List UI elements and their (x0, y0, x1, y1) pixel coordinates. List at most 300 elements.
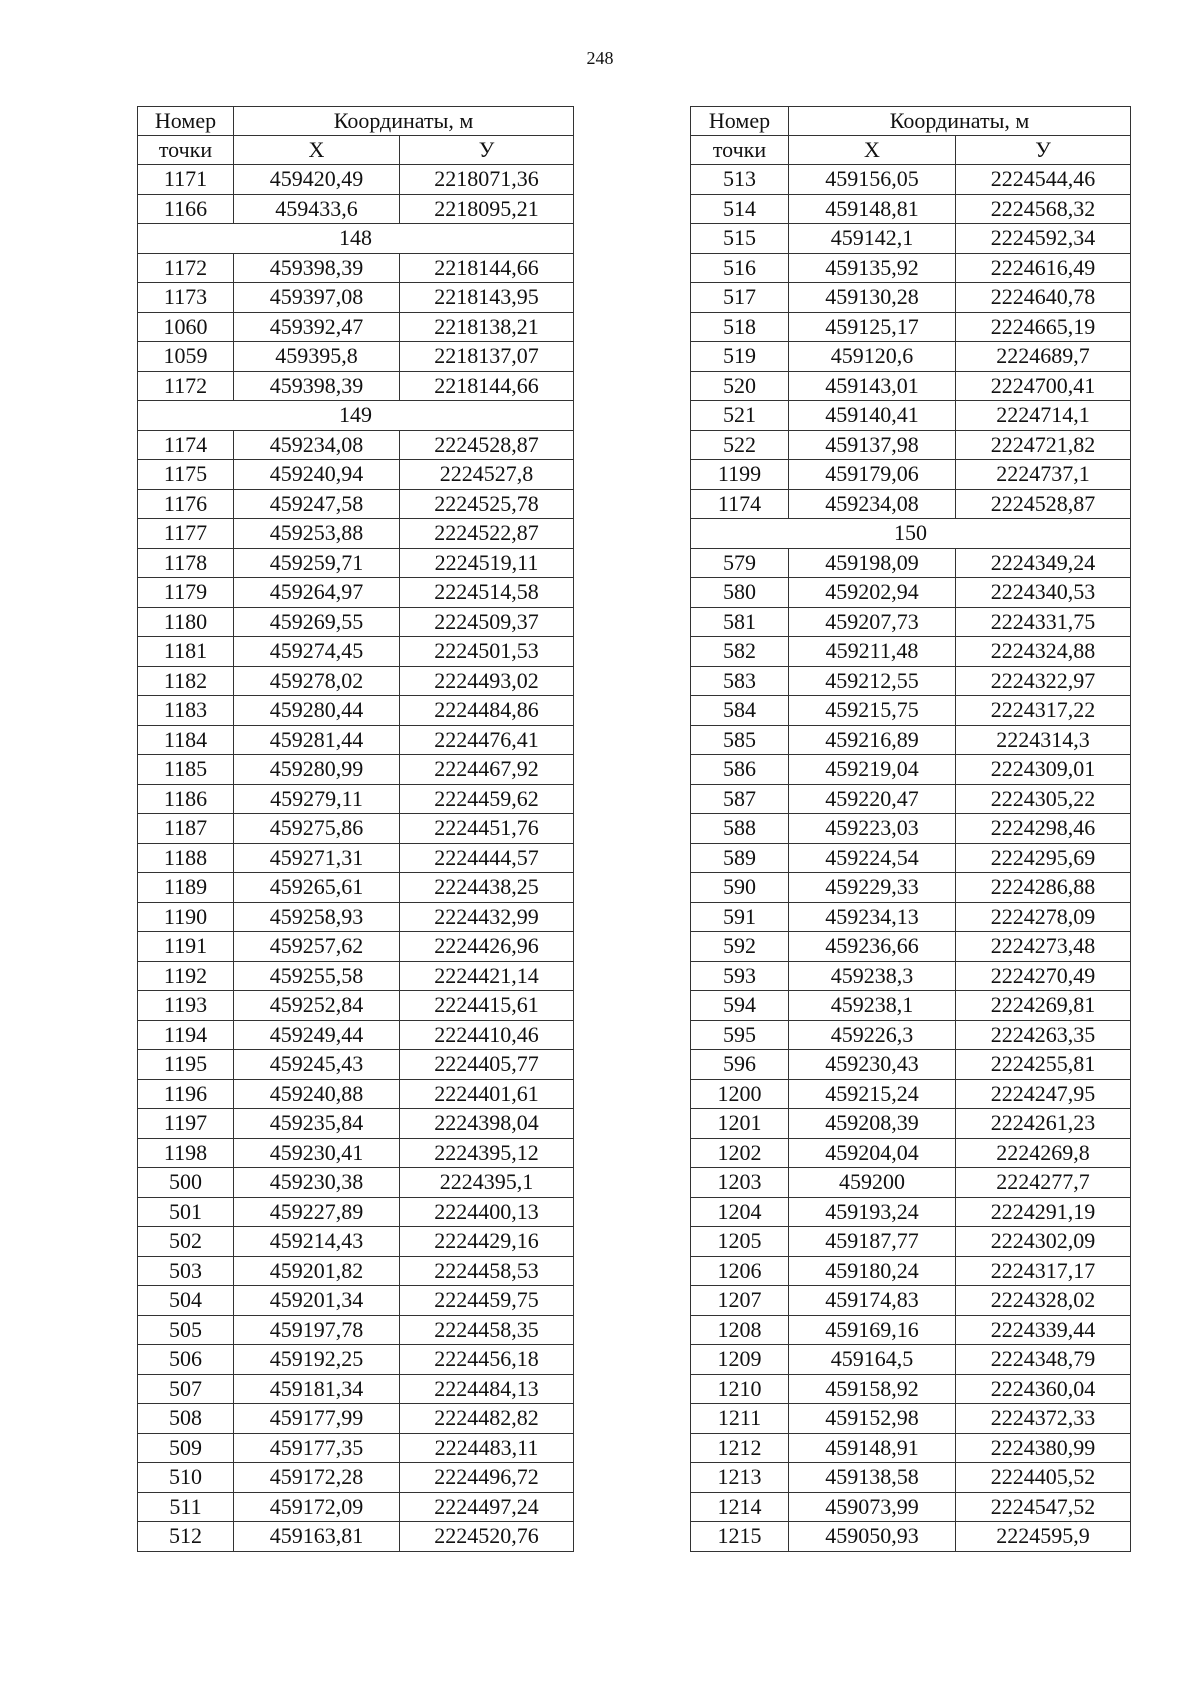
point-number-cell: 510 (138, 1463, 234, 1493)
point-number-cell: 594 (691, 991, 789, 1021)
point-number-cell: 1180 (138, 607, 234, 637)
table-row (691, 224, 1131, 254)
y-coordinate-cell: 2218138,21 (400, 312, 574, 342)
y-coordinate-cell: 2224277,7 (956, 1168, 1131, 1198)
y-coordinate-cell: 2224286,88 (956, 873, 1131, 903)
x-coordinate-cell: 459137,98 (789, 430, 956, 460)
table-row (691, 1463, 1131, 1493)
y-coordinate-cell: 2224410,46 (400, 1020, 574, 1050)
table-row (138, 1256, 574, 1286)
y-coordinate-cell: 2224340,53 (956, 578, 1131, 608)
table-row (138, 1463, 574, 1493)
point-number-cell: 514 (691, 194, 789, 224)
y-coordinate-cell: 2224547,52 (956, 1492, 1131, 1522)
table-row (138, 1197, 574, 1227)
header-y: У (400, 136, 574, 165)
x-coordinate-cell: 459179,06 (789, 460, 956, 490)
section-row (691, 519, 1131, 549)
x-coordinate-cell: 459398,39 (234, 371, 400, 401)
table-row (691, 991, 1131, 1021)
table-row (691, 755, 1131, 785)
point-number-cell: 579 (691, 548, 789, 578)
table-row (691, 1227, 1131, 1257)
table-row (138, 165, 574, 195)
point-number-cell: 591 (691, 902, 789, 932)
point-number-cell: 511 (138, 1492, 234, 1522)
table-row (691, 1315, 1131, 1345)
y-coordinate-cell: 2224501,53 (400, 637, 574, 667)
point-number-cell: 515 (691, 224, 789, 254)
x-coordinate-cell: 459230,43 (789, 1050, 956, 1080)
y-coordinate-cell: 2224497,24 (400, 1492, 574, 1522)
point-number-cell: 1174 (138, 430, 234, 460)
x-coordinate-cell: 459230,41 (234, 1138, 400, 1168)
point-number-cell: 581 (691, 607, 789, 637)
point-number-cell: 1190 (138, 902, 234, 932)
table-row (138, 902, 574, 932)
x-coordinate-cell: 459395,8 (234, 342, 400, 372)
point-number-cell: 1209 (691, 1345, 789, 1375)
point-number-cell: 1202 (691, 1138, 789, 1168)
y-coordinate-cell: 2224714,1 (956, 401, 1131, 431)
table-row (138, 1492, 574, 1522)
x-coordinate-cell: 459201,82 (234, 1256, 400, 1286)
table-row (138, 489, 574, 519)
y-coordinate-cell: 2224737,1 (956, 460, 1131, 490)
x-coordinate-cell: 459226,3 (789, 1020, 956, 1050)
point-number-cell: 1198 (138, 1138, 234, 1168)
table-row (691, 696, 1131, 726)
point-number-cell: 1215 (691, 1522, 789, 1552)
y-coordinate-cell: 2218071,36 (400, 165, 574, 195)
x-coordinate-cell: 459238,3 (789, 961, 956, 991)
point-number-cell: 1172 (138, 371, 234, 401)
y-coordinate-cell: 2224401,61 (400, 1079, 574, 1109)
table-row (691, 1079, 1131, 1109)
y-coordinate-cell: 2224405,77 (400, 1050, 574, 1080)
point-number-cell: 1172 (138, 253, 234, 283)
header-point-number-bottom: точки (138, 136, 234, 165)
table-row (138, 814, 574, 844)
y-coordinate-cell: 2224322,97 (956, 666, 1131, 696)
y-coordinate-cell: 2224493,02 (400, 666, 574, 696)
y-coordinate-cell: 2224459,75 (400, 1286, 574, 1316)
table-row (138, 991, 574, 1021)
x-coordinate-cell: 459201,34 (234, 1286, 400, 1316)
table-row (691, 784, 1131, 814)
table-row (138, 637, 574, 667)
x-coordinate-cell: 459235,84 (234, 1109, 400, 1139)
point-number-cell: 582 (691, 637, 789, 667)
y-coordinate-cell: 2224298,46 (956, 814, 1131, 844)
x-coordinate-cell: 459120,6 (789, 342, 956, 372)
point-number-cell: 1171 (138, 165, 234, 195)
x-coordinate-cell: 459249,44 (234, 1020, 400, 1050)
y-coordinate-cell: 2224395,12 (400, 1138, 574, 1168)
table-row (138, 1109, 574, 1139)
page-number: 248 (586, 48, 614, 68)
point-number-cell: 1184 (138, 725, 234, 755)
x-coordinate-cell: 459148,81 (789, 194, 956, 224)
point-number-cell: 1203 (691, 1168, 789, 1198)
point-number-cell: 585 (691, 725, 789, 755)
point-number-cell: 1212 (691, 1433, 789, 1463)
y-coordinate-cell: 2224314,3 (956, 725, 1131, 755)
x-coordinate-cell: 459130,28 (789, 283, 956, 313)
table-row (691, 666, 1131, 696)
table-row (138, 1079, 574, 1109)
y-coordinate-cell: 2224616,49 (956, 253, 1131, 283)
point-number-cell: 586 (691, 755, 789, 785)
table-row (138, 696, 574, 726)
table-row (138, 1345, 574, 1375)
table-row (691, 1492, 1131, 1522)
y-coordinate-cell: 2224592,34 (956, 224, 1131, 254)
y-coordinate-cell: 2224273,48 (956, 932, 1131, 962)
y-coordinate-cell: 2224527,8 (400, 460, 574, 490)
section-number: 148 (138, 224, 574, 254)
y-coordinate-cell: 2224380,99 (956, 1433, 1131, 1463)
point-number-cell: 592 (691, 932, 789, 962)
table-row (138, 460, 574, 490)
x-coordinate-cell: 459142,1 (789, 224, 956, 254)
y-coordinate-cell: 2224482,82 (400, 1404, 574, 1434)
x-coordinate-cell: 459140,41 (789, 401, 956, 431)
y-coordinate-cell: 2224398,04 (400, 1109, 574, 1139)
table-row (138, 1522, 574, 1552)
y-coordinate-cell: 2224476,41 (400, 725, 574, 755)
x-coordinate-cell: 459163,81 (234, 1522, 400, 1552)
point-number-cell: 521 (691, 401, 789, 431)
y-coordinate-cell: 2224309,01 (956, 755, 1131, 785)
x-coordinate-cell: 459223,03 (789, 814, 956, 844)
point-number-cell: 504 (138, 1286, 234, 1316)
table-row (138, 519, 574, 549)
x-coordinate-cell: 459204,04 (789, 1138, 956, 1168)
header-point-number-bottom: точки (691, 136, 789, 165)
point-number-cell: 1187 (138, 814, 234, 844)
x-coordinate-cell: 459143,01 (789, 371, 956, 401)
table-row (691, 932, 1131, 962)
x-coordinate-cell: 459247,58 (234, 489, 400, 519)
x-coordinate-cell: 459125,17 (789, 312, 956, 342)
point-number-cell: 501 (138, 1197, 234, 1227)
y-coordinate-cell: 2224360,04 (956, 1374, 1131, 1404)
header-point-number-top: Номер (691, 107, 789, 136)
table-row (138, 312, 574, 342)
x-coordinate-cell: 459234,08 (234, 430, 400, 460)
point-number-cell: 505 (138, 1315, 234, 1345)
y-coordinate-cell: 2224451,76 (400, 814, 574, 844)
point-number-cell: 1173 (138, 283, 234, 313)
x-coordinate-cell: 459230,38 (234, 1168, 400, 1198)
table-row (138, 932, 574, 962)
y-coordinate-cell: 2224458,53 (400, 1256, 574, 1286)
x-coordinate-cell: 459238,1 (789, 991, 956, 1021)
point-number-cell: 593 (691, 961, 789, 991)
table-row (691, 814, 1131, 844)
table-row (138, 1227, 574, 1257)
point-number-cell: 1201 (691, 1109, 789, 1139)
x-coordinate-cell: 459193,24 (789, 1197, 956, 1227)
table-row (691, 1050, 1131, 1080)
table-row (138, 194, 574, 224)
x-coordinate-cell: 459208,39 (789, 1109, 956, 1139)
point-number-cell: 1188 (138, 843, 234, 873)
x-coordinate-cell: 459214,43 (234, 1227, 400, 1257)
y-coordinate-cell: 2224528,87 (400, 430, 574, 460)
y-coordinate-cell: 2224721,82 (956, 430, 1131, 460)
x-coordinate-cell: 459148,91 (789, 1433, 956, 1463)
table-row (691, 342, 1131, 372)
y-coordinate-cell: 2224317,17 (956, 1256, 1131, 1286)
point-number-cell: 1182 (138, 666, 234, 696)
table-row (691, 578, 1131, 608)
x-coordinate-cell: 459215,24 (789, 1079, 956, 1109)
point-number-cell: 1197 (138, 1109, 234, 1139)
y-coordinate-cell: 2224520,76 (400, 1522, 574, 1552)
x-coordinate-cell: 459269,55 (234, 607, 400, 637)
x-coordinate-cell: 459264,97 (234, 578, 400, 608)
header-coordinates: Координаты, м (234, 107, 574, 136)
point-number-cell: 507 (138, 1374, 234, 1404)
x-coordinate-cell: 459234,08 (789, 489, 956, 519)
point-number-cell: 1192 (138, 961, 234, 991)
y-coordinate-cell: 2224328,02 (956, 1286, 1131, 1316)
x-coordinate-cell: 459420,49 (234, 165, 400, 195)
x-coordinate-cell: 459236,66 (789, 932, 956, 962)
point-number-cell: 1196 (138, 1079, 234, 1109)
table-row (691, 1256, 1131, 1286)
point-number-cell: 587 (691, 784, 789, 814)
x-coordinate-cell: 459245,43 (234, 1050, 400, 1080)
point-number-cell: 517 (691, 283, 789, 313)
point-number-cell: 522 (691, 430, 789, 460)
table-row (138, 666, 574, 696)
y-coordinate-cell: 2224525,78 (400, 489, 574, 519)
point-number-cell: 520 (691, 371, 789, 401)
point-number-cell: 583 (691, 666, 789, 696)
point-number-cell: 1211 (691, 1404, 789, 1434)
point-number-cell: 506 (138, 1345, 234, 1375)
x-coordinate-cell: 459397,08 (234, 283, 400, 313)
point-number-cell: 508 (138, 1404, 234, 1434)
table-row (691, 1522, 1131, 1552)
table-row (138, 1138, 574, 1168)
x-coordinate-cell: 459198,09 (789, 548, 956, 578)
table-row (138, 1404, 574, 1434)
x-coordinate-cell: 459259,71 (234, 548, 400, 578)
y-coordinate-cell: 2224689,7 (956, 342, 1131, 372)
point-number-cell: 1174 (691, 489, 789, 519)
x-coordinate-cell: 459392,47 (234, 312, 400, 342)
point-number-cell: 513 (691, 165, 789, 195)
y-coordinate-cell: 2224640,78 (956, 283, 1131, 313)
y-coordinate-cell: 2224261,23 (956, 1109, 1131, 1139)
y-coordinate-cell: 2224528,87 (956, 489, 1131, 519)
x-coordinate-cell: 459280,99 (234, 755, 400, 785)
x-coordinate-cell: 459180,24 (789, 1256, 956, 1286)
point-number-cell: 1210 (691, 1374, 789, 1404)
x-coordinate-cell: 459240,88 (234, 1079, 400, 1109)
x-coordinate-cell: 459192,25 (234, 1345, 400, 1375)
point-number-cell: 512 (138, 1522, 234, 1552)
table-row (138, 1315, 574, 1345)
y-coordinate-cell: 2224405,52 (956, 1463, 1131, 1493)
table-row (138, 253, 574, 283)
y-coordinate-cell: 2224458,35 (400, 1315, 574, 1345)
point-number-cell: 518 (691, 312, 789, 342)
x-coordinate-cell: 459229,33 (789, 873, 956, 903)
coordinates-table-left (137, 106, 574, 1552)
table-row (691, 1286, 1131, 1316)
x-coordinate-cell: 459172,09 (234, 1492, 400, 1522)
table-row (138, 548, 574, 578)
table-row (138, 755, 574, 785)
table-row (138, 1286, 574, 1316)
table-row (691, 1345, 1131, 1375)
x-coordinate-cell: 459215,75 (789, 696, 956, 726)
y-coordinate-cell: 2224263,35 (956, 1020, 1131, 1050)
y-coordinate-cell: 2224305,22 (956, 784, 1131, 814)
y-coordinate-cell: 2224302,09 (956, 1227, 1131, 1257)
x-coordinate-cell: 459271,31 (234, 843, 400, 873)
y-coordinate-cell: 2224484,13 (400, 1374, 574, 1404)
y-coordinate-cell: 2218095,21 (400, 194, 574, 224)
table-row (138, 1168, 574, 1198)
x-coordinate-cell: 459279,11 (234, 784, 400, 814)
header-coordinates: Координаты, м (789, 107, 1131, 136)
x-coordinate-cell: 459265,61 (234, 873, 400, 903)
point-number-cell: 1178 (138, 548, 234, 578)
point-number-cell: 500 (138, 1168, 234, 1198)
x-coordinate-cell: 459174,83 (789, 1286, 956, 1316)
x-coordinate-cell: 459164,5 (789, 1345, 956, 1375)
y-coordinate-cell: 2218137,07 (400, 342, 574, 372)
table-row (691, 165, 1131, 195)
point-number-cell: 1204 (691, 1197, 789, 1227)
y-coordinate-cell: 2224429,16 (400, 1227, 574, 1257)
x-coordinate-cell: 459211,48 (789, 637, 956, 667)
y-coordinate-cell: 2224514,58 (400, 578, 574, 608)
table-row (691, 843, 1131, 873)
table-row (691, 725, 1131, 755)
y-coordinate-cell: 2224432,99 (400, 902, 574, 932)
header-x: X (789, 136, 956, 165)
y-coordinate-cell: 2224331,75 (956, 607, 1131, 637)
table-row (138, 784, 574, 814)
x-coordinate-cell: 459187,77 (789, 1227, 956, 1257)
header-x: X (234, 136, 400, 165)
x-coordinate-cell: 459227,89 (234, 1197, 400, 1227)
y-coordinate-cell: 2224522,87 (400, 519, 574, 549)
point-number-cell: 1193 (138, 991, 234, 1021)
y-coordinate-cell: 2224339,44 (956, 1315, 1131, 1345)
point-number-cell: 1177 (138, 519, 234, 549)
point-number-cell: 1200 (691, 1079, 789, 1109)
table-row (691, 283, 1131, 313)
x-coordinate-cell: 459398,39 (234, 253, 400, 283)
table-row (138, 342, 574, 372)
x-coordinate-cell: 459258,93 (234, 902, 400, 932)
y-coordinate-cell: 2224568,32 (956, 194, 1131, 224)
point-number-cell: 589 (691, 843, 789, 873)
table-row (691, 1020, 1131, 1050)
x-coordinate-cell: 459050,93 (789, 1522, 956, 1552)
point-number-cell: 1186 (138, 784, 234, 814)
header-y: У (956, 136, 1131, 165)
point-number-cell: 1185 (138, 755, 234, 785)
table-row (691, 1433, 1131, 1463)
x-coordinate-cell: 459152,98 (789, 1404, 956, 1434)
y-coordinate-cell: 2224295,69 (956, 843, 1131, 873)
y-coordinate-cell: 2218144,66 (400, 253, 574, 283)
point-number-cell: 588 (691, 814, 789, 844)
y-coordinate-cell: 2224324,88 (956, 637, 1131, 667)
table-row (138, 1433, 574, 1463)
point-number-cell: 1194 (138, 1020, 234, 1050)
section-number: 149 (138, 401, 574, 431)
x-coordinate-cell: 459220,47 (789, 784, 956, 814)
point-number-cell: 1213 (691, 1463, 789, 1493)
table-row (138, 843, 574, 873)
table-row (691, 1109, 1131, 1139)
point-number-cell: 1205 (691, 1227, 789, 1257)
y-coordinate-cell: 2224444,57 (400, 843, 574, 873)
point-number-cell: 516 (691, 253, 789, 283)
y-coordinate-cell: 2224247,95 (956, 1079, 1131, 1109)
x-coordinate-cell: 459177,35 (234, 1433, 400, 1463)
x-coordinate-cell: 459207,73 (789, 607, 956, 637)
table-row (691, 1404, 1131, 1434)
table-row (691, 460, 1131, 490)
table-row (691, 1197, 1131, 1227)
y-coordinate-cell: 2224400,13 (400, 1197, 574, 1227)
x-coordinate-cell: 459202,94 (789, 578, 956, 608)
table-row (691, 961, 1131, 991)
y-coordinate-cell: 2224278,09 (956, 902, 1131, 932)
y-coordinate-cell: 2224544,46 (956, 165, 1131, 195)
x-coordinate-cell: 459252,84 (234, 991, 400, 1021)
y-coordinate-cell: 2224291,19 (956, 1197, 1131, 1227)
y-coordinate-cell: 2224519,11 (400, 548, 574, 578)
table-row (691, 489, 1131, 519)
table-row (691, 1374, 1131, 1404)
point-number-cell: 502 (138, 1227, 234, 1257)
x-coordinate-cell: 459275,86 (234, 814, 400, 844)
y-coordinate-cell: 2224421,14 (400, 961, 574, 991)
table-row (138, 607, 574, 637)
table-row (138, 430, 574, 460)
point-number-cell: 1208 (691, 1315, 789, 1345)
x-coordinate-cell: 459138,58 (789, 1463, 956, 1493)
y-coordinate-cell: 2224269,8 (956, 1138, 1131, 1168)
y-coordinate-cell: 2224700,41 (956, 371, 1131, 401)
x-coordinate-cell: 459172,28 (234, 1463, 400, 1493)
table-row (691, 548, 1131, 578)
y-coordinate-cell: 2224483,11 (400, 1433, 574, 1463)
y-coordinate-cell: 2224484,86 (400, 696, 574, 726)
y-coordinate-cell: 2224467,92 (400, 755, 574, 785)
x-coordinate-cell: 459274,45 (234, 637, 400, 667)
x-coordinate-cell: 459278,02 (234, 666, 400, 696)
table-row (138, 371, 574, 401)
y-coordinate-cell: 2224459,62 (400, 784, 574, 814)
point-number-cell: 596 (691, 1050, 789, 1080)
x-coordinate-cell: 459240,94 (234, 460, 400, 490)
table-row (138, 725, 574, 755)
section-number: 150 (691, 519, 1131, 549)
